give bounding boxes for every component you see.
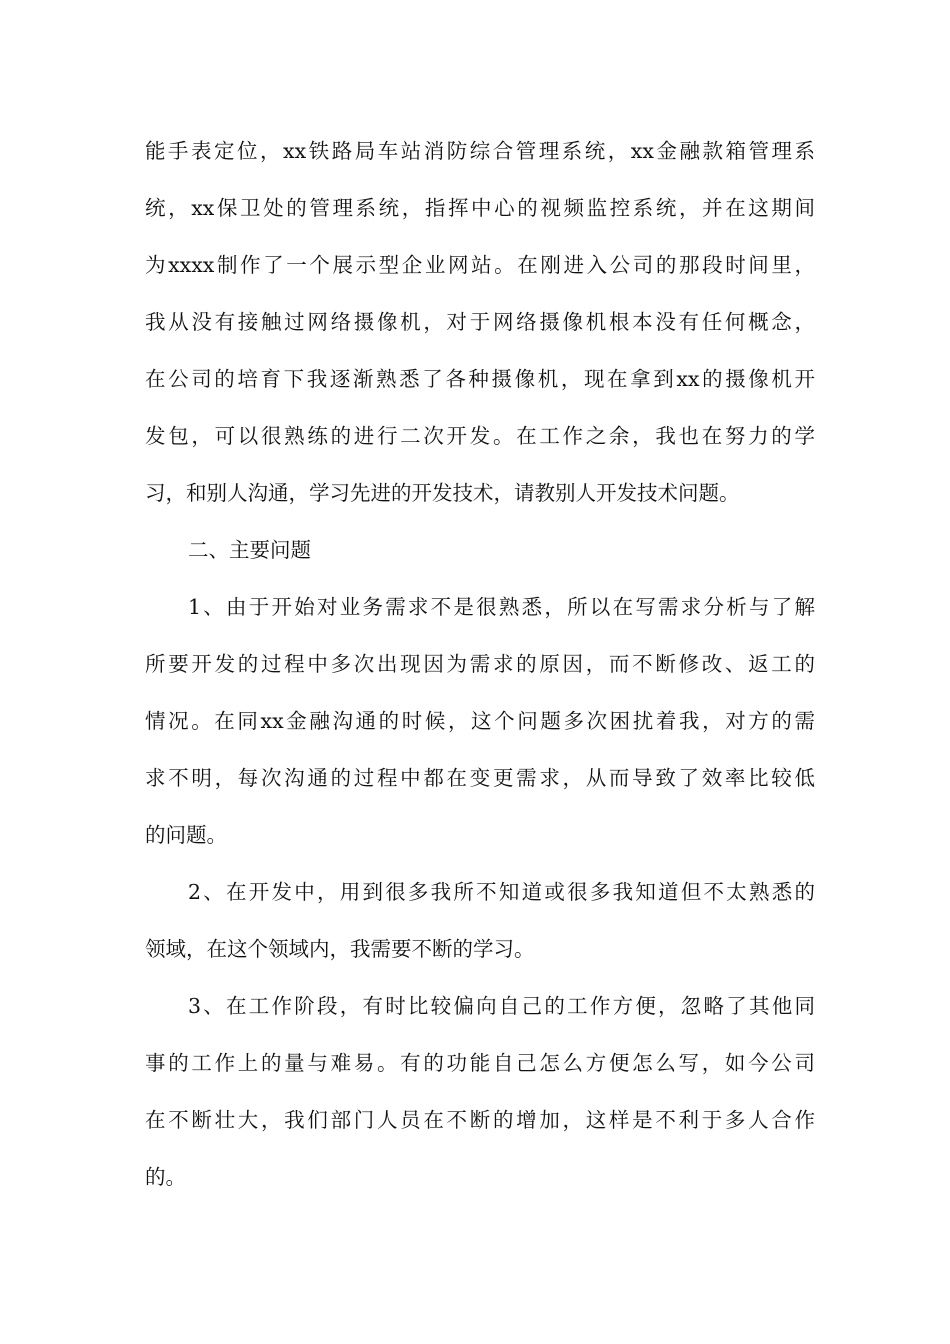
paragraph-1-line-5: 在公司的培育下我逐渐熟悉了各种摄像机，现在拿到xx的摄像机开 (145, 367, 815, 391)
item-3-line-4: 的。 (145, 1165, 186, 1189)
paragraph-1-line-6: 发包，可以很熟练的进行二次开发。在工作之余，我也在努力的学 (145, 424, 815, 448)
paragraph-1-line-1: 能手表定位，xx铁路局车站消防综合管理系统，xx金融款箱管理系 (145, 139, 815, 163)
item-1-line-4: 求不明，每次沟通的过程中都在变更需求，从而导致了效率比较低 (145, 766, 815, 790)
item-2-line-2: 领域，在这个领域内，我需要不断的学习。 (145, 937, 535, 961)
paragraph-1-line-7: 习，和别人沟通，学习先进的开发技术，请教别人开发技术问题。 (145, 481, 740, 505)
item-3-line-3: 在不断壮大，我们部门人员在不断的增加，这样是不利于多人合作 (145, 1108, 815, 1132)
item-3-line-2: 事的工作上的量与难易。有的功能自己怎么方便怎么写，如今公司 (145, 1051, 815, 1075)
item-1-line-3: 情况。在同xx金融沟通的时候，这个问题多次困扰着我，对方的需 (145, 709, 815, 733)
item-1-line-5: 的问题。 (145, 823, 227, 847)
paragraph-1-line-4: 我从没有接触过网络摄像机，对于网络摄像机根本没有任何概念， (145, 310, 815, 334)
item-3-line-1: 3、在工作阶段，有时比较偏向自己的工作方便，忽略了其他同 (188, 994, 815, 1018)
item-2-line-1: 2、在开发中，用到很多我所不知道或很多我知道但不太熟悉的 (188, 880, 815, 904)
paragraph-1-line-2: 统，xx保卫处的管理系统，指挥中心的视频监控系统，并在这期间 (145, 196, 815, 220)
item-1-line-1: 1、由于开始对业务需求不是很熟悉，所以在写需求分析与了解 (188, 595, 815, 619)
paragraph-1-line-3: 为xxxx制作了一个展示型企业网站。在刚进入公司的那段时间里， (145, 253, 815, 277)
section-heading: 二、主要问题 (188, 538, 311, 562)
item-1-line-2: 所要开发的过程中多次出现因为需求的原因，而不断修改、返工的 (145, 652, 815, 676)
